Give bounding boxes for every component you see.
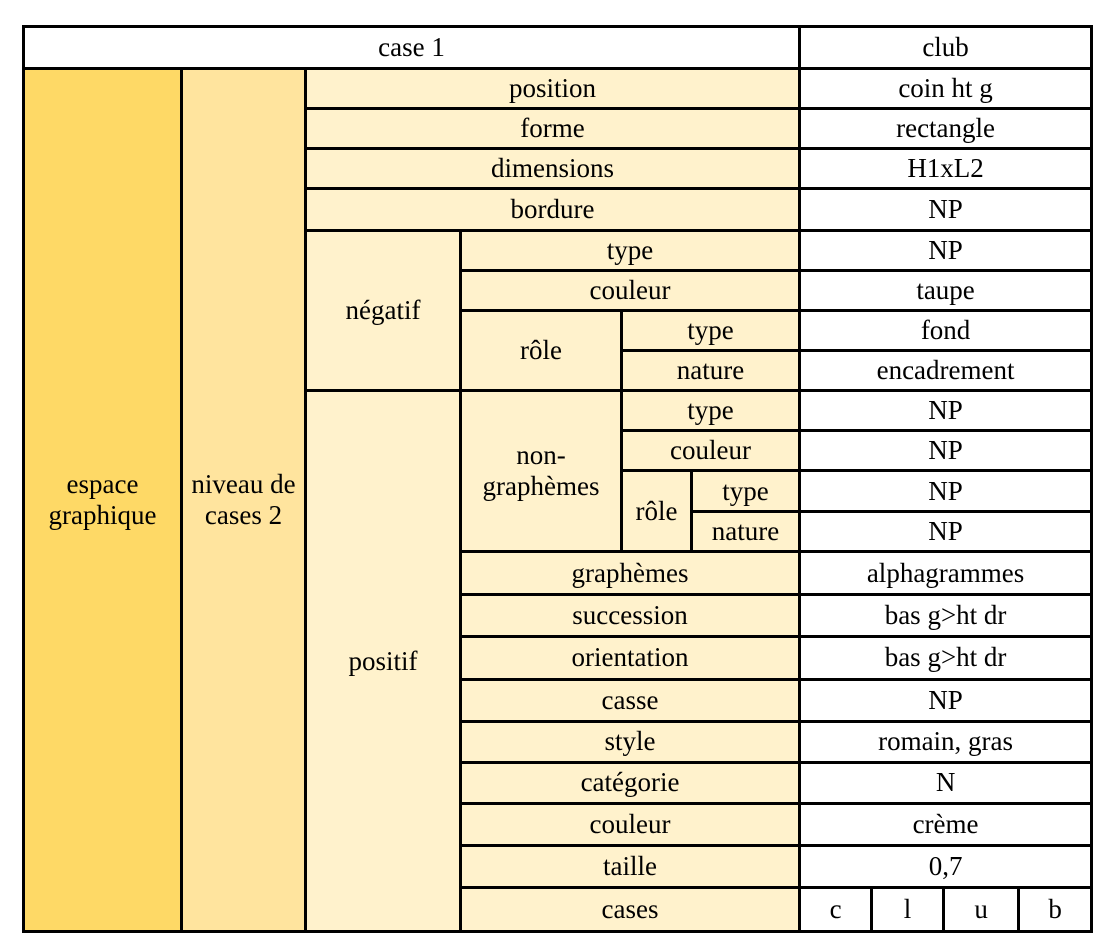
forme-value: rectangle <box>800 109 1092 149</box>
non-graphemes-type-label: type <box>622 391 800 431</box>
style-label: style <box>461 721 800 762</box>
cases-value-4: b <box>1019 887 1092 931</box>
header-row <box>24 27 1092 69</box>
bordure-label: bordure <box>306 189 800 231</box>
non-graphemes-role-nature-label: nature <box>692 512 800 552</box>
negatif-role-nature-label: nature <box>622 351 800 391</box>
taille-value: 0,7 <box>800 845 1092 887</box>
non-graphemes-couleur-value: NP <box>800 431 1092 471</box>
graphemes-value: alphagrammes <box>800 552 1092 595</box>
categorie-label: catégorie <box>461 762 800 803</box>
casse-label: casse <box>461 679 800 721</box>
non-graphemes-role-type-label: type <box>692 471 800 512</box>
cases-value-1: c <box>800 887 872 931</box>
table-row <box>24 69 1092 109</box>
couleur-label: couleur <box>461 803 800 845</box>
negatif-label: négatif <box>306 231 461 391</box>
header-club-label: club <box>800 27 1092 69</box>
position-label: position <box>306 69 800 109</box>
graphemes-label: graphèmes <box>461 552 800 595</box>
negatif-role-type-label: type <box>622 311 800 351</box>
negatif-role-nature-value: encadrement <box>800 351 1092 391</box>
cases-value-2: l <box>872 887 944 931</box>
orientation-value: bas g>ht dr <box>800 637 1092 679</box>
forme-label: forme <box>306 109 800 149</box>
position-value: coin ht g <box>800 69 1092 109</box>
dimensions-label: dimensions <box>306 149 800 189</box>
non-graphemes-label: non-graphèmes <box>461 391 622 552</box>
niveau-de-cases-cell: niveau de cases 2 <box>182 69 306 932</box>
bordure-value: NP <box>800 189 1092 231</box>
positif-label: positif <box>306 391 461 932</box>
categorie-value: N <box>800 762 1092 803</box>
cases-label: cases <box>461 887 800 931</box>
succession-value: bas g>ht dr <box>800 595 1092 637</box>
non-graphemes-couleur-label: couleur <box>622 431 800 471</box>
dimensions-value: H1xL2 <box>800 149 1092 189</box>
non-graphemes-role-type-value: NP <box>800 471 1092 512</box>
cases-value-3: u <box>944 887 1019 931</box>
espace-graphique-cell: espace graphique <box>24 69 182 932</box>
property-table <box>22 25 1093 933</box>
casse-value: NP <box>800 679 1092 721</box>
non-graphemes-role-label: rôle <box>622 471 692 552</box>
style-value: romain, gras <box>800 721 1092 762</box>
negatif-role-label: rôle <box>461 311 622 391</box>
taille-label: taille <box>461 845 800 887</box>
negatif-type-value: NP <box>800 231 1092 271</box>
negatif-role-type-value: fond <box>800 311 1092 351</box>
orientation-label: orientation <box>461 637 800 679</box>
non-graphemes-type-value: NP <box>800 391 1092 431</box>
header-case-label: case 1 <box>24 27 800 69</box>
couleur-value: crème <box>800 803 1092 845</box>
succession-label: succession <box>461 595 800 637</box>
negatif-type-label: type <box>461 231 800 271</box>
negatif-couleur-label: couleur <box>461 271 800 311</box>
negatif-couleur-value: taupe <box>800 271 1092 311</box>
non-graphemes-role-nature-value: NP <box>800 512 1092 552</box>
